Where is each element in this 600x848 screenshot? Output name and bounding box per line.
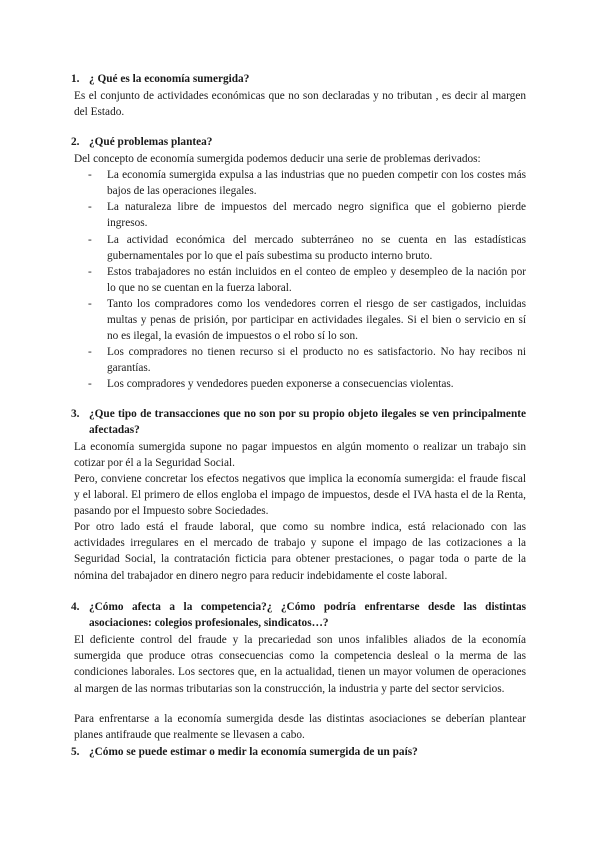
- bullet-text: Los compradores no tienen recurso si el producto no es satisfactorio. No hay recibos ni garantías.: [107, 346, 526, 375]
- bullet-item: [88, 296, 526, 345]
- bullet-text: La naturaleza libre de impuestos del mercado negro significa que el gobierno pierde ingresos.: [107, 201, 526, 230]
- section-4-paragraph-2: Para enfrentarse a la economía sumergida desde las distintas asociaciones se deberían plantear planes antifraude que realmente se llevasen a cabo.: [74, 713, 526, 742]
- bullet-item: [88, 167, 526, 199]
- section-3-paragraph-1: La economía sumergida supone no pagar impuestos en algún momento o realizar un trabajo sin cotizar por él a la Seguridad Social.: [74, 441, 526, 470]
- bullet-text: La economía sumergida expulsa a las industrias que no pueden competir con los costes más bajos de las operaciones ilegales.: [107, 169, 526, 198]
- section-2-heading: [71, 134, 526, 150]
- bullet-marker: -: [88, 298, 92, 310]
- section-4-number: 4.: [71, 601, 80, 613]
- section-2-number: 2.: [71, 136, 80, 148]
- section-1-paragraph-1: Es el conjunto de actividades económicas que no son declaradas y no tributan , es decir al margen del Estado.: [74, 90, 526, 119]
- section-5-heading: [71, 744, 526, 760]
- section-5-question: ¿Cómo se puede estimar o medir la economía sumergida de un país?: [89, 746, 418, 758]
- bullet-item: [88, 199, 526, 231]
- bullet-marker: -: [88, 169, 92, 181]
- bullet-item: [88, 232, 526, 264]
- bullet-marker: -: [88, 346, 92, 358]
- bullet-marker: -: [88, 201, 92, 213]
- section-3-question: ¿Que tipo de transacciones que no son por su propio objeto ilegales se ven principalmente afectadas?: [89, 408, 526, 437]
- bullet-marker: -: [88, 266, 92, 278]
- section-3-paragraph-2: Pero, conviene concretar los efectos negativos que implica la economía sumergida: el fraude fiscal y el laboral. El primero de ellos engloba el impago de impuestos, desde el IVA hasta el de la Renta, pasando por el Impuesto sobre Sociedades.: [74, 473, 526, 518]
- bullet-marker: -: [88, 378, 92, 390]
- section-4-question: ¿Cómo afecta a la competencia?¿ ¿Cómo podría enfrentarse desde las distintas asociaciones: colegios profesionales, sindicatos…?: [89, 601, 526, 630]
- section-4-heading: [71, 599, 526, 631]
- bullet-marker: -: [88, 234, 92, 246]
- section-4-paragraph-1: El deficiente control del fraude y la precariedad son unos infalibles aliados de la economía sumergida que produce otras consecuencias como la competencia desleal o la merma de las condiciones laborales. Los sectores que, en la actualidad, tienen un mayor volumen de operaciones al margen de las normas tributarias son la construcción, la industria y parte del sector servicios.: [74, 634, 526, 695]
- section-2-question: ¿Qué problemas plantea?: [89, 136, 213, 148]
- section-2-paragraph-1: Del concepto de economía sumergida podemos deducir una serie de problemas derivados:: [74, 153, 481, 165]
- bullet-text: Los compradores y vendedores pueden exponerse a consecuencias violentas.: [107, 378, 454, 390]
- bullet-text: Estos trabajadores no están incluidos en el conteo de empleo y desempleo de la nación por lo que no se cuentan en la fuerza laboral.: [107, 266, 526, 295]
- section-3-number: 3.: [71, 408, 80, 420]
- section-3-paragraph-3: Por otro lado está el fraude laboral, que como su nombre indica, está relacionado con las actividades irregulares en el mercado de trabajo y supone el impago de las cotizaciones a la Seguridad Social, la contratación ficticia para obtener prestaciones, o pagar toda o parte de la nómina del trabajador en dinero negro para reducir indebidamente el coste laboral.: [74, 521, 526, 582]
- bullet-text: La actividad económica del mercado subterráneo no se cuenta en las estadísticas gubernamentales por lo que el país subestima su producto interno bruto.: [107, 234, 526, 263]
- section-5-number: 5.: [71, 746, 80, 758]
- bullet-item: [88, 264, 526, 296]
- bullet-item: [88, 376, 526, 392]
- bullet-text: Tanto los compradores como los vendedores corren el riesgo de ser castigados, incluidas multas y penas de prisión, por participar en actividades ilegales. Si el bien o servicio en sí no es ilegal, la evasión de impuestos o el robo sí lo son.: [107, 298, 526, 343]
- section-3-heading: [71, 406, 526, 438]
- section-1-number: 1.: [71, 73, 80, 85]
- section-1-question: ¿ Qué es la economía sumergida?: [89, 73, 250, 85]
- bullet-item: [88, 344, 526, 376]
- section-1-heading: [71, 71, 526, 87]
